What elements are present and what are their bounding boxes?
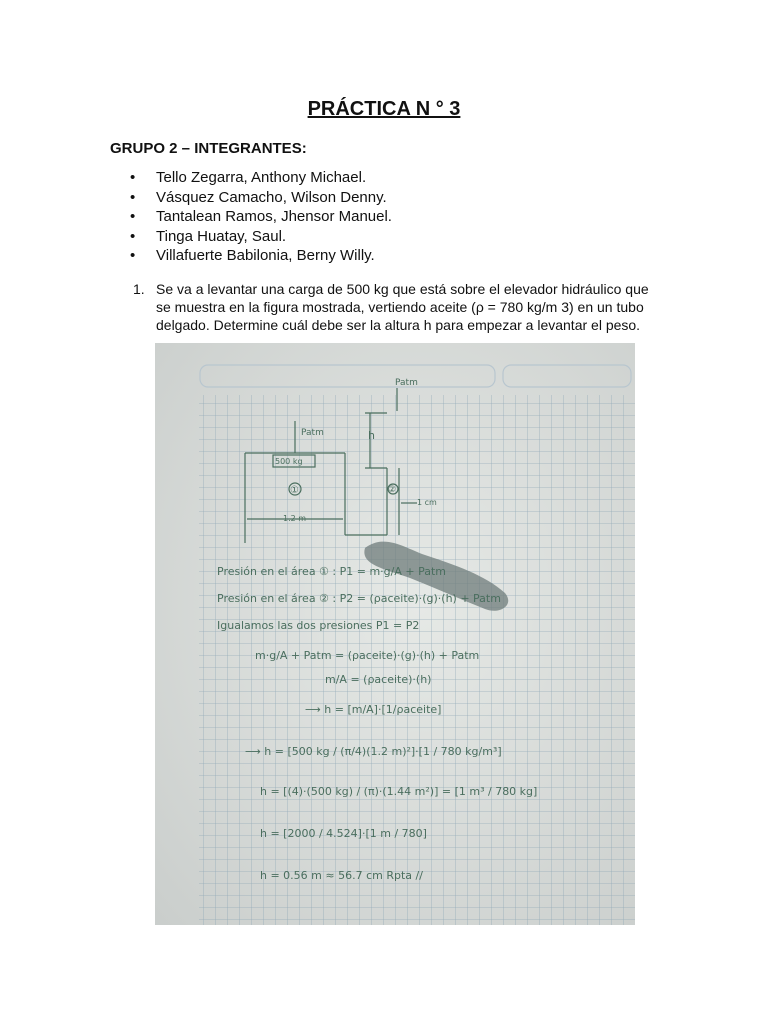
handwritten-solution-photo bbox=[155, 343, 635, 925]
patm-label: Patm bbox=[301, 428, 324, 438]
tube-label: 1 cm bbox=[417, 498, 437, 507]
member-list bbox=[130, 168, 392, 266]
list-item bbox=[130, 188, 392, 208]
group-heading: GRUPO 2 – INTEGRANTES: bbox=[110, 140, 307, 157]
problem-number: 1. bbox=[133, 281, 145, 297]
list-item bbox=[130, 207, 392, 227]
equation-line: h = [(4)·(500 kg) / (π)·(1.44 m²)] = [1 m³ / 780 kg] bbox=[260, 785, 538, 798]
list-item bbox=[130, 227, 392, 247]
equation-line: m·g/A + Patm = (ρaceite)·(g)·(h) + Patm bbox=[255, 649, 480, 662]
member-name: Villafuerte Babilonia, Berny Willy. bbox=[156, 247, 375, 264]
area-1-label: ① bbox=[290, 485, 299, 496]
equation-line: h = 0.56 m ≈ 56.7 cm Rpta // bbox=[260, 869, 423, 882]
area-2-label: ② bbox=[388, 485, 397, 495]
bullet-icon: • bbox=[130, 208, 136, 225]
bullet-icon: • bbox=[130, 169, 136, 186]
patm-label: Patm bbox=[395, 378, 418, 388]
problem-line: se muestra en la figura mostrada, vertiendo aceite (ρ = 780 kg/m 3) en un tubo bbox=[156, 299, 644, 315]
width-label: 1.2 m bbox=[283, 514, 307, 523]
load-label: 500 kg bbox=[275, 457, 303, 466]
equation-line: Presión en el área ② : P2 = (ρaceite)·(g)·(h) + Patm bbox=[217, 592, 501, 605]
equation-line: Igualamos las dos presiones P1 = P2 bbox=[217, 619, 420, 632]
member-name: Tinga Huatay, Saul. bbox=[156, 227, 287, 245]
list-item bbox=[130, 168, 392, 188]
equation-line: m/A = (ρaceite)·(h) bbox=[325, 673, 432, 686]
height-label: h bbox=[368, 429, 375, 442]
member-name: Vásquez Camacho, Wilson Denny. bbox=[156, 188, 387, 206]
equation-line: Presión en el área ① : P1 = m·g/A + Patm bbox=[217, 565, 447, 578]
bullet-icon: • bbox=[130, 227, 136, 245]
member-name: Tello Zegarra, Anthony Michael. bbox=[156, 169, 367, 186]
list-item bbox=[130, 246, 392, 266]
equation-line: ⟶ h = [m/A]·[1/ρaceite] bbox=[305, 703, 442, 716]
equation-line: ⟶ h = [500 kg / (π/4)(1.2 m)²]·[1 / 780 kg/m³] bbox=[245, 745, 502, 758]
bullet-icon: • bbox=[130, 247, 136, 264]
problem-line: Se va a levantar una carga de 500 kg que está sobre el elevador hidráulico que bbox=[156, 281, 649, 297]
equation-line: h = [2000 / 4.524]·[1 m / 780] bbox=[260, 827, 427, 840]
bullet-icon: • bbox=[130, 188, 136, 206]
problem-line: delgado. Determine cuál debe ser la altura h para empezar a levantar el peso. bbox=[156, 317, 641, 333]
page-title: PRÁCTICA N ° 3 bbox=[307, 98, 461, 120]
member-name: Tantalean Ramos, Jhensor Manuel. bbox=[156, 208, 392, 225]
